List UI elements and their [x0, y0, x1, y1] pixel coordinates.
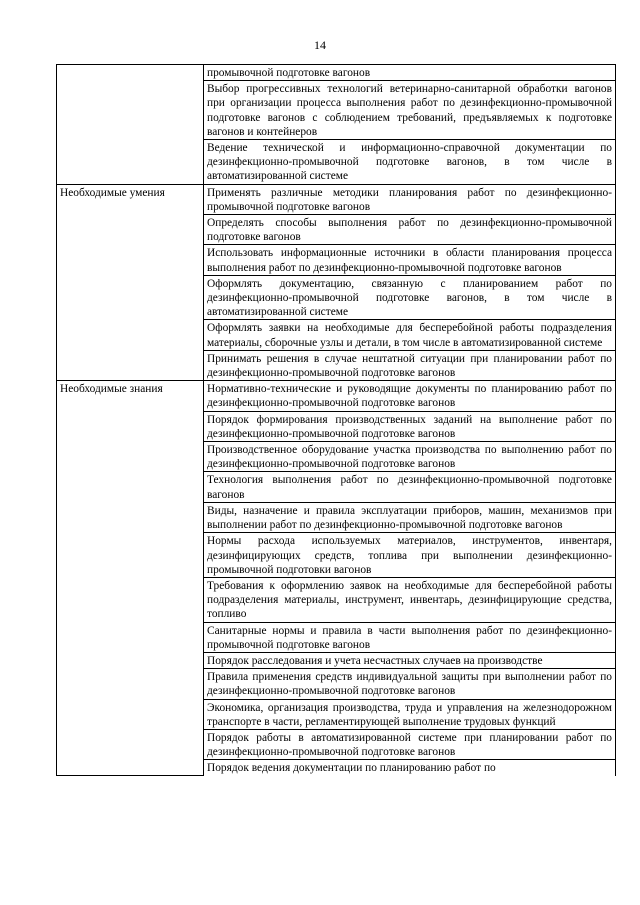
table-row	[57, 65, 616, 81]
table-cell-text: промывочной подготовке вагонов	[204, 65, 616, 81]
table-cell-text: Выбор прогрессивных технологий ветеринарно-санитарной обработки вагонов при организации процесса выполнения работ по дезинфекционно-промывочной подготовке вагонов с соблюдением требований, предъявляемых к подготовке вагонов и контейнеров	[204, 81, 616, 140]
table-cell-text: Правила применения средств индивидуальной защиты при выполнении работ по дезинфекционно-промывочной подготовке вагонов	[204, 669, 616, 699]
table-cell-text: Оформлять заявки на необходимые для бесперебойной работы подразделения материалы, сборочные узлы и детали, в том числе в автоматизированной системе	[204, 320, 616, 350]
competency-table	[56, 64, 616, 776]
table-cell-text: Оформлять документацию, связанную с планированием работ по дезинфекционно-промывочной подготовке вагонов, в том числе в автоматизированной системе	[204, 275, 616, 320]
row-label-knowledge: Необходимые знания	[57, 381, 204, 776]
table-cell-text: Производственное оборудование участка производства по выполнению работ по дезинфекционно-промывочной подготовке вагонов	[204, 442, 616, 472]
table-cell-text: Порядок ведения документации по планированию работ по	[204, 760, 616, 776]
table-cell-text: Экономика, организация производства, труда и управления на железнодорожном транспорте в части, регламентирующей выполнение трудовых функций	[204, 699, 616, 729]
table-cell-text: Технология выполнения работ по дезинфекционно-промывочной подготовке вагонов	[204, 472, 616, 502]
table-cell-text: Порядок расследования и учета несчастных случаев на производстве	[204, 652, 616, 668]
table-row	[57, 184, 616, 214]
table-cell-text: Порядок работы в автоматизированной системе при планировании работ по дезинфекционно-промывочной подготовке вагонов	[204, 729, 616, 759]
page-number: 14	[314, 38, 326, 52]
table-cell-text: Санитарные нормы и правила в части выполнения работ по дезинфекционно-промывочной подготовке вагонов	[204, 622, 616, 652]
table-cell-text: Нормативно-технические и руководящие документы по планированию работ по дезинфекционно-промывочной подготовке вагонов	[204, 381, 616, 411]
table-cell-text: Порядок формирования производственных заданий на выполнение работ по дезинфекционно-промывочной подготовке вагонов	[204, 411, 616, 441]
table-cell-text: Виды, назначение и правила эксплуатации приборов, машин, механизмов при выполнении работ по дезинфекционно-промывочной подготовке вагонов	[204, 502, 616, 532]
table-cell-text: Ведение технической и информационно-справочной документации по дезинфекционно-промывочной подготовке вагонов, в том числе в автоматизированной системе	[204, 140, 616, 185]
row-label-skills: Необходимые умения	[57, 184, 204, 381]
table-row	[57, 381, 616, 411]
table-cell-text: Использовать информационные источники в области планирования процесса выполнения работ по дезинфекционно-промывочной подготовке вагонов	[204, 245, 616, 275]
table-cell-text: Требования к оформлению заявок на необходимые для бесперебойной работы подразделения материалы, инструмент, инвентарь, дезинфицирующие средства, топливо	[204, 577, 616, 622]
row-label-cell	[57, 65, 204, 185]
table-cell-text: Определять способы выполнения работ по дезинфекционно-промывочной подготовке вагонов	[204, 215, 616, 245]
table-cell-text: Применять различные методики планирования работ по дезинфекционно-промывочной подготовке вагонов	[204, 184, 616, 214]
table-cell-text: Нормы расхода используемых материалов, инструментов, инвентаря, дезинфицирующих средств, топлива при выполнении дезинфекционно-промывочной подготовки вагонов	[204, 533, 616, 578]
table-cell-text: Принимать решения в случае нештатной ситуации при планировании работ по дезинфекционно-промывочной подготовке вагонов	[204, 350, 616, 380]
